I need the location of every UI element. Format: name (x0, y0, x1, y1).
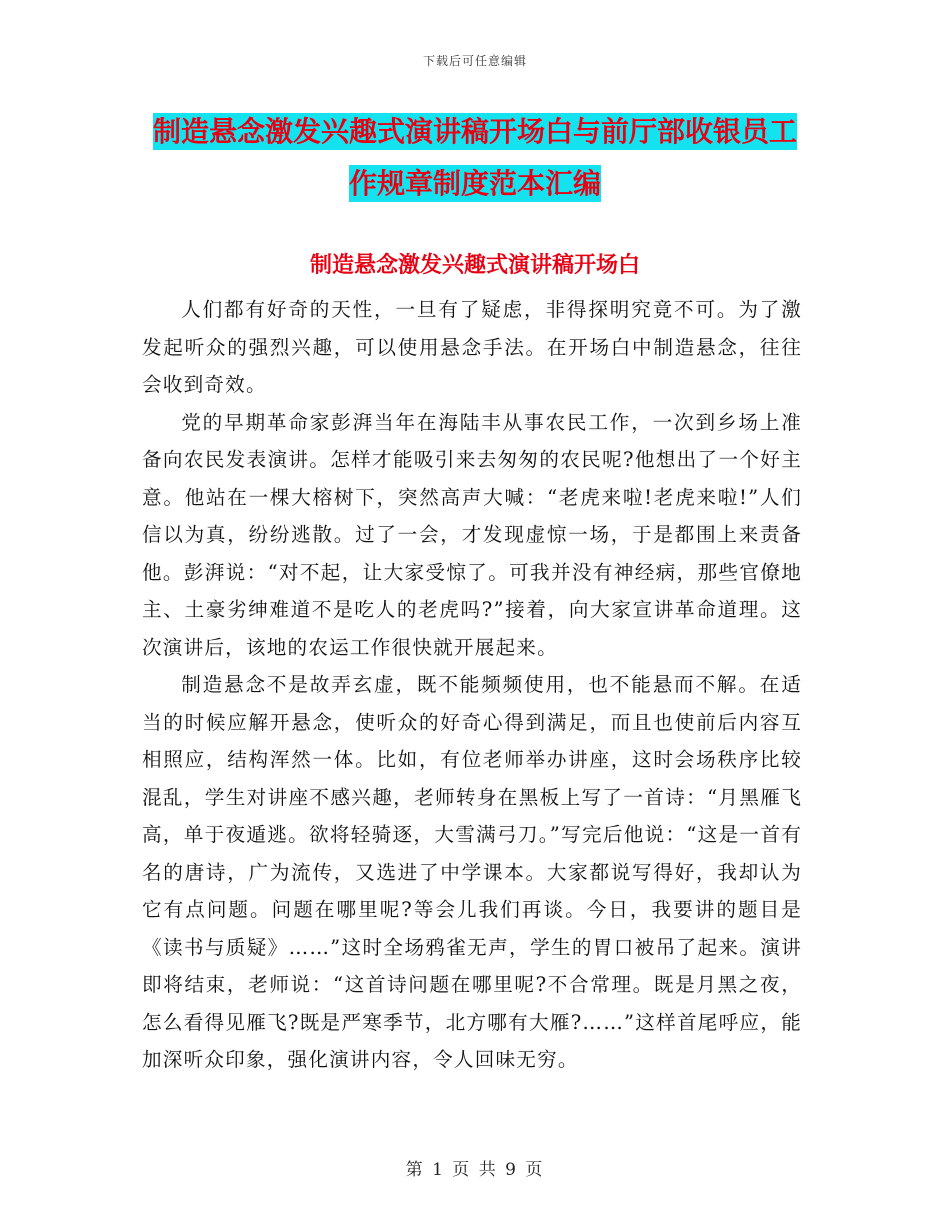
paragraph: 制造悬念不是故弄玄虚，既不能频频使用，也不能悬而不解。在适当的时候应解开悬念，使听众的好奇心得到满足，而且也使前后内容互相照应，结构浑然一体。比如，有位老师举办讲座，这时会场秩序比较混乱，学生对讲座不感兴趣，老师转身在黑板上写了一首诗：“月黑雁飞高，单于夜遁逃。欲将轻骑逐，大雪满弓刀。”写完后他说：“这是一首有名的唐诗，广为流传，又选进了中学课本。大家都说写得好，我却认为它有点问题。问题在哪里呢?等会儿我们再谈。今日，我要讲的题目是《读书与质疑》……”这时全场鸦雀无声，学生的胃口被吊了起来。演讲即将结束，老师说：“这首诗问题在哪里呢?不合常理。既是月黑之夜，怎么看得见雁飞?既是严寒季节，北方哪有大雁?……”这样首尾呼应，能加深听众印象，强化演讲内容，令人回味无穷。 (142, 673, 802, 1071)
paragraph: 人们都有好奇的天性，一旦有了疑虑，非得探明究竟不可。为了激发起听众的强烈兴趣，可以使用悬念手法。在开场白中制造悬念，往往会收到奇效。 (142, 298, 802, 396)
document-title-line-1: 制造悬念激发兴趣式演讲稿开场白与前厅部收银员工 (152, 115, 797, 148)
document-title-line-2: 作规章制度范本汇编 (348, 167, 601, 200)
section-title: 制造悬念激发兴趣式演讲稿开场白 (309, 253, 640, 278)
document-title (130, 106, 820, 210)
document-body (142, 291, 802, 1079)
page-number-footer: 第 1 页 共 9 页 (405, 1160, 545, 1180)
page-header-note: 下载后可任意编辑 (422, 54, 527, 68)
paragraph: 党的早期革命家彭湃当年在海陆丰从事农民工作，一次到乡场上准备向农民发表演讲。怎样才能吸引来去匆匆的农民呢?他想出了一个好主意。他站在一棵大榕树下，突然高声大喊：“老虎来啦!老虎来啦!”人们信以为真，纷纷逃散。过了一会，才发现虚惊一场，于是都围上来责备他。彭湃说：“对不起，让大家受惊了。可我并没有神经病，那些官僚地主、土豪劣绅难道不是吃人的老虎吗?”接着，向大家宣讲革命道理。这次演讲后，该地的农运工作很快就开展起来。 (142, 410, 802, 659)
